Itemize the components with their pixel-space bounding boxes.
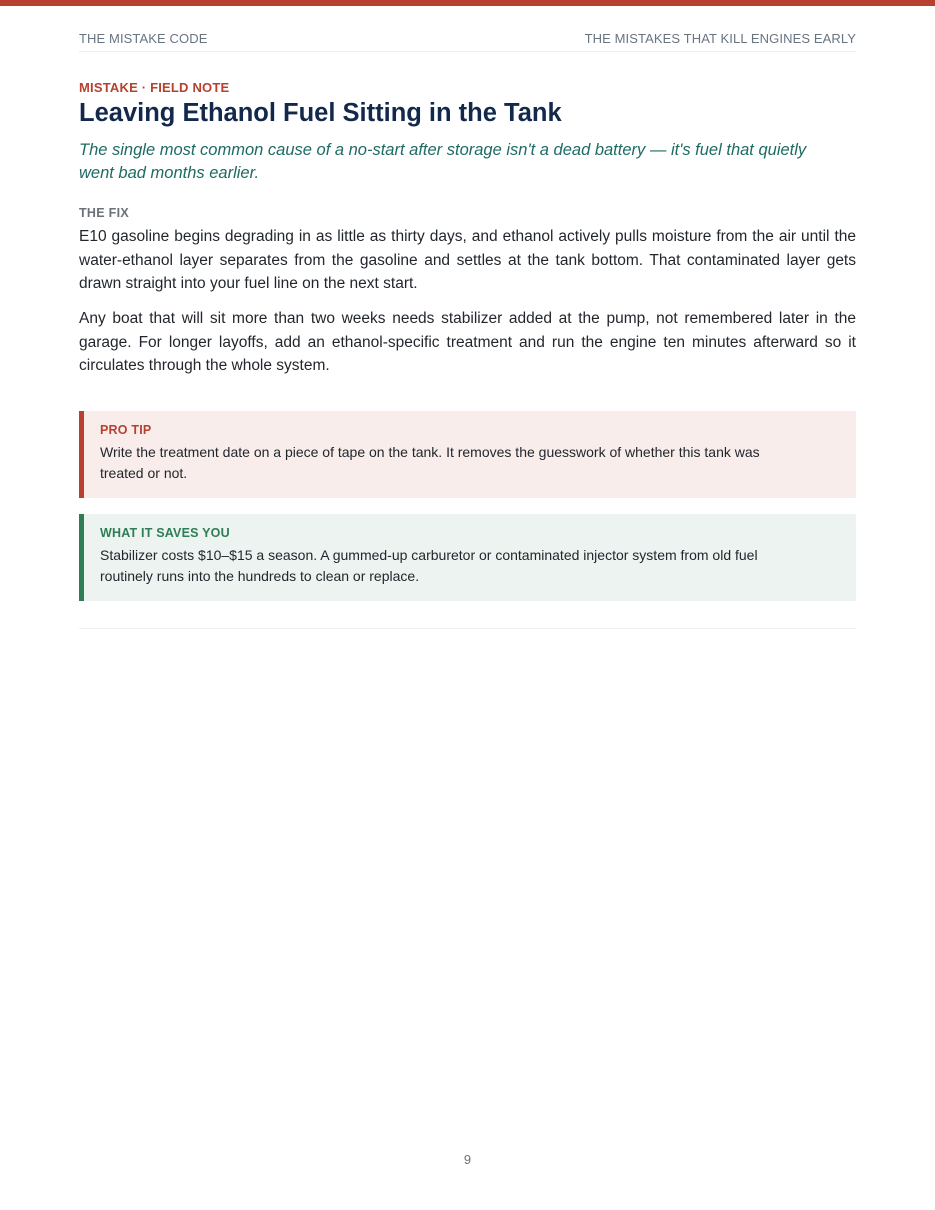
page-number: 9 bbox=[463, 1152, 472, 1167]
article-lede: The single most common cause of a no-start after storage isn't a dead battery — it's fuel that quietly went bad months earlier. bbox=[79, 141, 807, 182]
savings-text: Stabilizer costs $10–$15 a season. A gummed-up carburetor or contaminated injector system from old fuel routinely runs into the hundreds to clean or replace. bbox=[100, 547, 758, 584]
article-eyebrow: MISTAKE · FIELD NOTE bbox=[79, 80, 230, 95]
body-paragraph: E10 gasoline begins degrading in as little as thirty days, and ethanol actively pulls moisture from the air until the water-ethanol layer separates from the gasoline and settles at the tank bottom. That contaminated layer gets drawn straight into your fuel line on the next start. bbox=[79, 228, 856, 292]
section-divider bbox=[79, 628, 856, 629]
body-paragraph: Any boat that will sit more than two weeks needs stabilizer added at the pump, not remembered later in the garage. For longer layoffs, add an ethanol-specific treatment and run the engine ten minutes afterward so it circulates through the whole system. bbox=[79, 310, 856, 374]
fix-label: THE FIX bbox=[79, 206, 130, 220]
article-title: Leaving Ethanol Fuel Sitting in the Tank bbox=[79, 99, 562, 127]
pro-tip-label: PRO TIP bbox=[100, 423, 152, 437]
pro-tip-callout bbox=[79, 411, 856, 498]
running-header bbox=[79, 31, 856, 52]
header-book-title: THE MISTAKE CODE bbox=[79, 31, 208, 46]
savings-label: WHAT IT SAVES YOU bbox=[100, 526, 230, 540]
pro-tip-text: Write the treatment date on a piece of tape on the tank. It removes the guesswork of whether this tank was treated or not. bbox=[100, 444, 760, 481]
header-section-title: THE MISTAKES THAT KILL ENGINES EARLY bbox=[584, 31, 856, 46]
top-accent-bar bbox=[0, 0, 935, 6]
savings-callout bbox=[79, 514, 856, 601]
